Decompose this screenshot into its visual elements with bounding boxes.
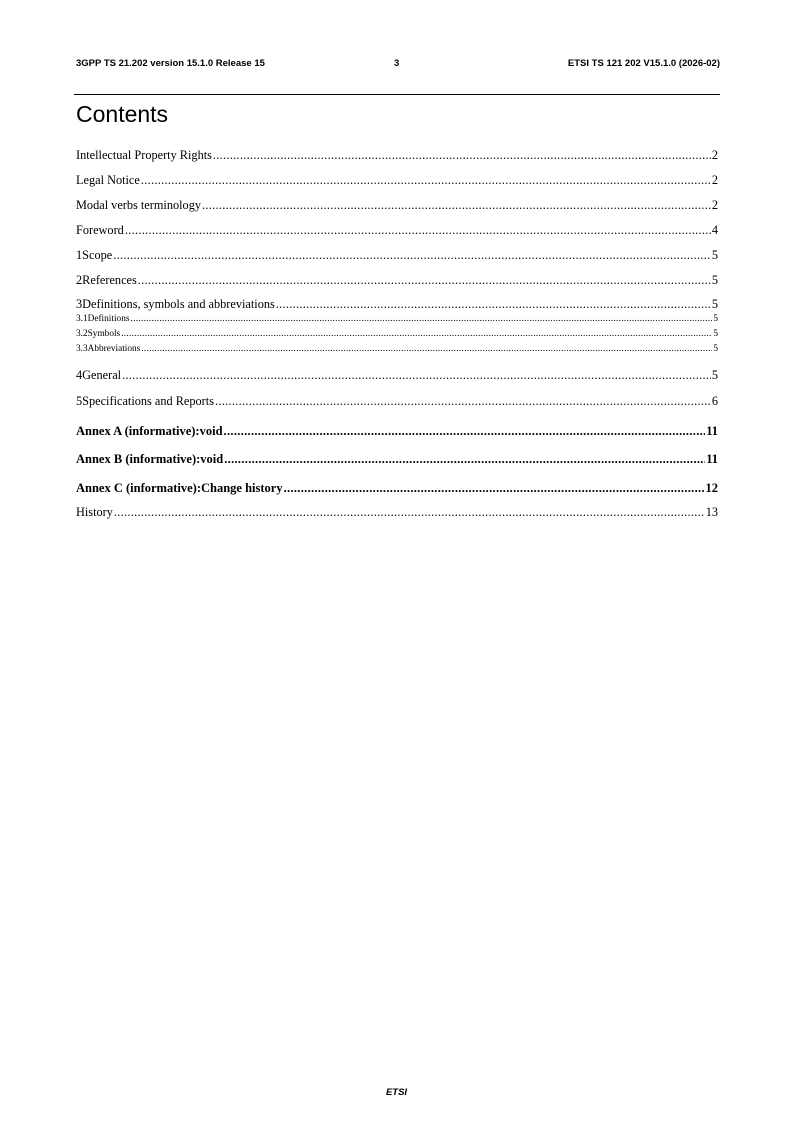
- toc-entry-page: 12: [705, 481, 718, 495]
- toc-entry-label: Definitions: [87, 314, 130, 324]
- toc-entry-label: Scope: [82, 248, 113, 262]
- toc-entry-number: 3.2: [76, 329, 88, 339]
- toc-entry-number: 3.3: [76, 344, 88, 354]
- toc-annex-entry[interactable]: [76, 452, 718, 467]
- toc-entry-label: Abbreviations: [87, 344, 141, 354]
- toc-entry-label: Legal Notice: [76, 173, 140, 187]
- toc-leader: [125, 223, 711, 238]
- toc-entry-page: 5: [711, 248, 718, 262]
- toc-leader: [276, 297, 711, 312]
- toc-entry-page: 5: [713, 314, 718, 324]
- toc-leader: [122, 368, 711, 383]
- toc-entry[interactable]: [76, 198, 718, 213]
- header-page-number: 3: [394, 58, 400, 69]
- toc-entry[interactable]: [76, 505, 718, 520]
- toc-entry[interactable]: [76, 394, 718, 409]
- toc-annex-label: Annex B (informative):: [76, 452, 201, 466]
- toc-entry-label: History: [76, 505, 113, 519]
- toc-entry-page: 5: [711, 368, 718, 382]
- toc-entry-label: General: [82, 368, 122, 382]
- toc-entry-number: 2: [76, 273, 83, 287]
- toc-leader: [114, 505, 705, 520]
- toc-entry-page: 11: [706, 452, 718, 466]
- toc-annex-entry[interactable]: [76, 424, 718, 439]
- toc-leader: [213, 148, 711, 163]
- toc-entry-page: 5: [711, 273, 718, 287]
- toc-leader: [202, 198, 711, 213]
- toc-annex-label: Annex C (informative):: [76, 481, 201, 495]
- toc-annex-label: Annex A (informative):: [76, 424, 200, 438]
- page-header: [76, 58, 720, 72]
- toc-entry-number: 5: [76, 394, 83, 408]
- toc-entry-page: 2: [711, 148, 718, 162]
- toc-entry-number: 3: [76, 297, 83, 311]
- toc-entry[interactable]: [76, 368, 718, 383]
- toc-entry-label: Modal verbs terminology: [76, 198, 201, 212]
- page-title: Contents: [76, 101, 169, 127]
- toc-leader: [138, 273, 711, 288]
- toc-subentry[interactable]: [76, 329, 718, 340]
- toc-entry-page: 4: [711, 223, 718, 237]
- toc-entry-label: Foreword: [76, 223, 124, 237]
- toc-entry-page: 6: [711, 394, 718, 408]
- toc-leader: [141, 173, 711, 188]
- toc-entry-label: void: [200, 452, 224, 466]
- toc-entry-page: 5: [713, 344, 718, 354]
- toc-leader: [224, 452, 705, 467]
- toc-entry[interactable]: [76, 148, 718, 163]
- toc-entry-number: 4: [76, 368, 83, 382]
- toc-leader: [113, 248, 711, 263]
- toc-entry-page: 2: [711, 173, 718, 187]
- toc-entry[interactable]: [76, 248, 718, 263]
- header-left: 3GPP TS 21.202 version 15.1.0 Release 15: [76, 58, 265, 69]
- toc-entry-page: 5: [711, 297, 718, 311]
- toc-subentry[interactable]: [76, 344, 718, 355]
- toc-leader: [130, 314, 712, 325]
- toc-entry-label: Change history: [200, 481, 283, 495]
- toc-entry-label: Specifications and Reports: [82, 394, 214, 408]
- toc-entry-page: 13: [705, 505, 718, 519]
- toc-leader: [284, 481, 705, 496]
- toc-leader: [215, 394, 711, 409]
- toc-entry-page: 2: [711, 198, 718, 212]
- toc-entry-page: 11: [706, 424, 718, 438]
- toc-entry-number: 3.1: [76, 314, 88, 324]
- toc-entry-label: References: [82, 273, 137, 287]
- toc-entry-page: 5: [713, 329, 718, 339]
- header-right: ETSI TS 121 202 V15.1.0 (2026-02): [567, 58, 720, 69]
- toc-entry-number: 1: [76, 248, 83, 262]
- toc-entry[interactable]: [76, 173, 718, 188]
- toc-entry[interactable]: [76, 223, 718, 238]
- toc-leader: [121, 329, 712, 340]
- toc-entry[interactable]: [76, 273, 718, 288]
- toc-entry-label: Definitions, symbols and abbreviations: [82, 297, 275, 311]
- toc-leader: [224, 424, 706, 439]
- toc-entry-label: void: [199, 424, 223, 438]
- page-footer: ETSI: [385, 1087, 408, 1098]
- toc-annex-entry[interactable]: [76, 481, 718, 496]
- toc-subentry[interactable]: [76, 314, 718, 325]
- toc-entry-label: Intellectual Property Rights: [76, 148, 212, 162]
- toc-entry[interactable]: [76, 297, 718, 312]
- header-rule: [74, 94, 720, 95]
- toc-leader: [141, 344, 712, 355]
- toc-entry-label: Symbols: [87, 329, 121, 339]
